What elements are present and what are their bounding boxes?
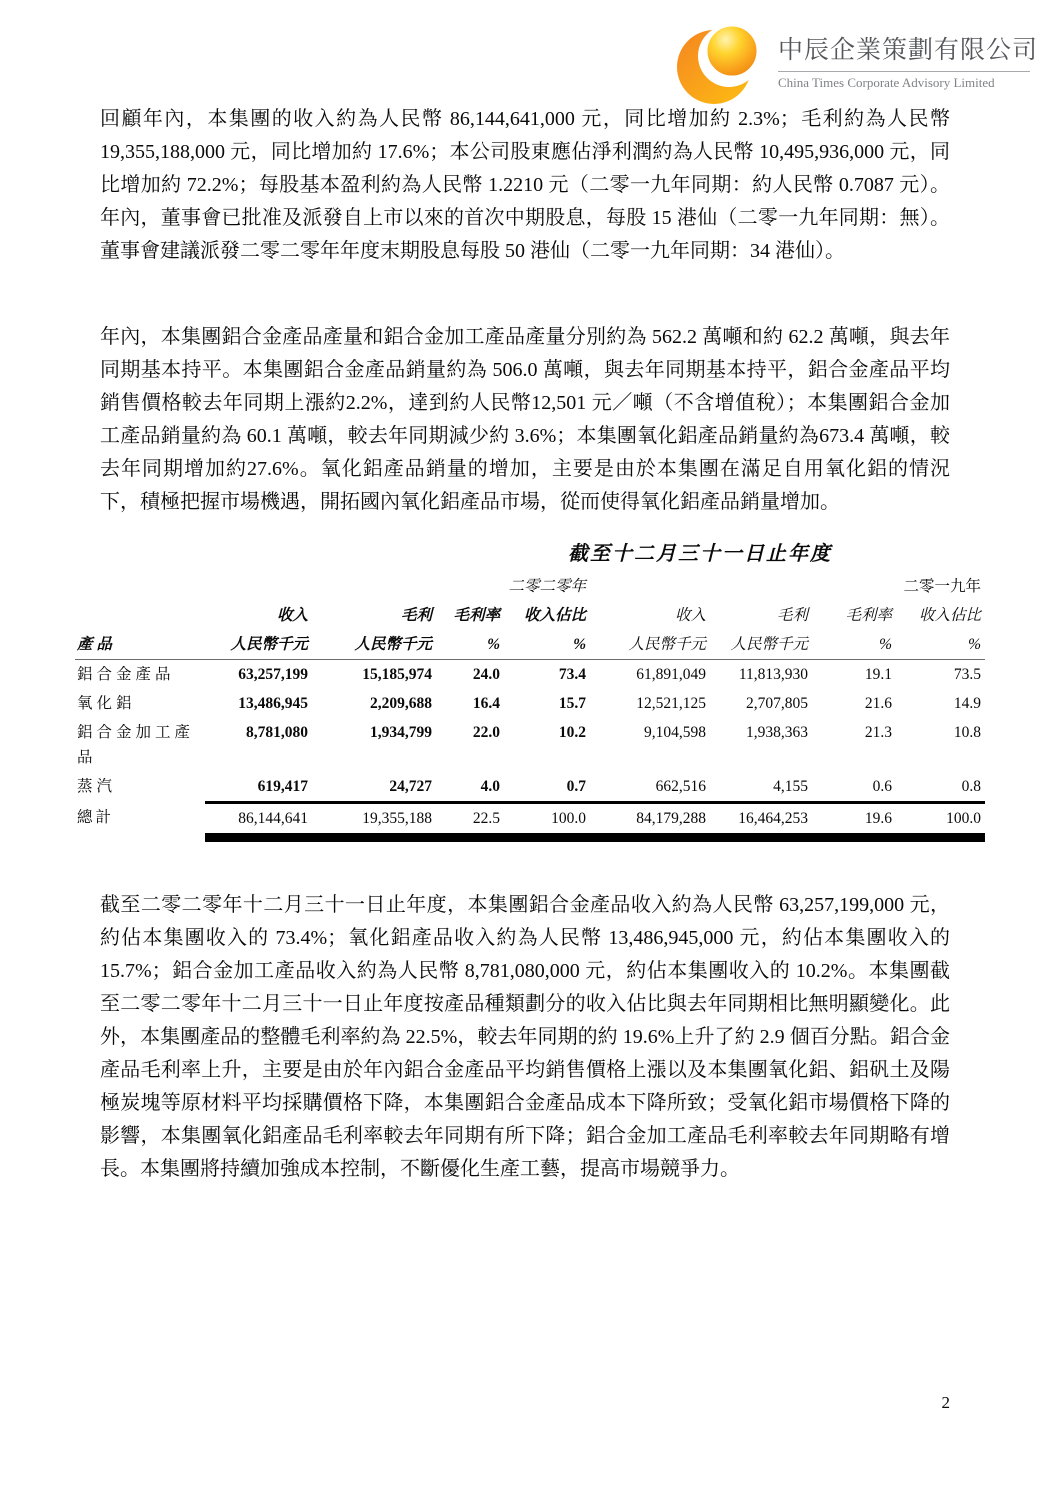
cell-revenue-2020: 8,781,080	[246, 724, 308, 741]
cell-share-2019: 73.5	[953, 666, 982, 683]
paragraph-production-volume: 年內，本集團鋁合金產品產量和鋁合金加工產品產量分別約為 562.2 萬噸和約 62.2 萬噸，與去年同期基本持平。本集團鋁合金產品銷量約為 506.0 萬噸，與去年同期基本持平，鋁合金產品平均銷售價格較去年同期上漲約2.2%，達到約人民幣12,501 元／噸（不含增值稅）；本集團鋁合金加工產品銷量約為 60.1 萬噸，較去年同期減少約 3.6%；本集團氧化鋁產品銷量約為673.4 萬噸，較去年同期增加約27.6%。氧化鋁產品銷量的增加，主要是由於本集團在滿足自用氧化鋁的情況下，積極把握市場機遇，開拓國內氧化鋁產品市場，從而使得氧化鋁產品銷量增加。	[100, 326, 950, 513]
cell-revenue-2020: 13,486,945	[238, 695, 308, 712]
cell-revenue-2019: 9,104,598	[644, 724, 707, 741]
cell-total-revenue-2019: 84,179,288	[590, 803, 710, 838]
unit-rmb-2020-gross: 人民幣千元	[312, 630, 436, 660]
cell-total-share-2019: 100.0	[896, 803, 985, 838]
cell-revenue-2020: 619,417	[205, 772, 312, 803]
cell-gross-2019: 11,813,930	[738, 666, 809, 683]
logo-sphere	[706, 25, 758, 77]
year-header-row	[75, 572, 985, 601]
col-margin-2020: 毛利率	[453, 607, 500, 624]
col-revenue-2020: 收入	[276, 607, 308, 624]
header-divider	[778, 71, 1030, 72]
unit-header-row	[75, 630, 985, 660]
cell-share-2020: 15.7	[558, 695, 587, 712]
cell-revenue-2019: 61,891,049	[636, 666, 707, 683]
cell-revenue-2019: 662,516	[590, 772, 710, 803]
cell-share-2020: 73.4	[558, 666, 587, 683]
document-body	[77, 103, 982, 1186]
cell-total-revenue-2020: 86,144,641	[205, 803, 312, 838]
cell-revenue-2020: 63,257,199	[238, 666, 308, 683]
column-header-row	[75, 601, 985, 630]
cell-gross-2020: 24,727	[312, 772, 436, 803]
cell-margin-2020: 4.0	[436, 772, 504, 803]
cell-total-margin-2019: 19.6	[812, 803, 896, 838]
cell-margin-2019: 21.3	[864, 724, 893, 741]
empty-cell	[75, 601, 205, 630]
cell-gross-2019: 1,938,363	[746, 724, 809, 741]
row-label: 蒸汽	[77, 778, 117, 795]
cell-share-2019: 10.8	[953, 724, 982, 741]
unit-pct-2019-share: %	[896, 630, 985, 660]
table-row-alumina	[75, 689, 985, 718]
cell-share-2020: 0.7	[504, 772, 590, 803]
table-row-steam	[75, 772, 985, 803]
cell-total-gross-2020: 19,355,188	[312, 803, 436, 838]
revenue-table-section	[75, 537, 985, 842]
cell-total-gross-2019: 16,464,253	[710, 803, 812, 838]
cell-total-share-2020: 100.0	[504, 803, 590, 838]
unit-rmb-2020-revenue: 人民幣千元	[205, 630, 312, 660]
unit-pct-2019-margin: %	[812, 630, 896, 660]
table-row-aluminum-alloy	[75, 660, 985, 690]
unit-pct-2020-margin: %	[436, 630, 504, 660]
company-name-en: China Times Corporate Advisory Limited	[777, 75, 995, 90]
product-column-label: 產品	[75, 630, 205, 660]
cell-margin-2019: 19.1	[864, 666, 893, 683]
cell-margin-2020: 22.0	[472, 724, 500, 741]
company-name-zh: 中辰企業策劃有限公司	[777, 37, 1038, 64]
total-label: 總計	[77, 808, 115, 826]
cell-total-margin-2020: 22.5	[436, 803, 504, 838]
page-number: 2	[941, 1393, 950, 1412]
row-label: 鋁合金產品	[77, 666, 175, 683]
year-2019-header: 二零一九年	[903, 578, 982, 595]
col-revenue-share-2019: 收入佔比	[919, 607, 982, 624]
cell-margin-2019: 21.6	[864, 695, 893, 712]
cell-share-2019: 14.9	[953, 695, 982, 712]
paragraph-financial-review: 回顧年內，本集團的收入約為人民幣 86,144,641,000 元，同比增加約 2.3%；毛利約為人民幣 19,355,188,000 元，同比增加約 17.6%；本公司股東應佔淨利潤約為人民幣 10,495,936,000 元，同比增加約 72.2%；每股基本盈利約為人民幣 1.2210 元（二零一九年同期：約人民幣 0.7087 元）。年內，董事會已批准及派發自上市以來的首次中期股息，每股 15 港仙（二零一九年同期：無）。董事會建議派發二零二零年年度末期股息每股 50 港仙（二零一九年同期：34 港仙）。	[100, 108, 950, 262]
unit-pct-2020-share: %	[504, 630, 590, 660]
row-label: 鋁合金加工產品	[77, 724, 195, 766]
cell-gross-2019: 4,155	[710, 772, 812, 803]
empty-cell	[75, 572, 205, 601]
table-row-processed-aluminum	[75, 718, 985, 772]
company-logo-icon	[670, 22, 770, 104]
col-margin-2019: 毛利率	[845, 607, 893, 624]
table-title: 截至十二月三十一日止年度	[568, 543, 832, 565]
cell-margin-2019: 0.6	[812, 772, 896, 803]
cell-gross-2020: 1,934,799	[370, 724, 432, 741]
cell-share-2020: 10.2	[558, 724, 587, 741]
cell-share-2019: 0.8	[896, 772, 985, 803]
cell-margin-2020: 24.0	[472, 666, 500, 683]
unit-rmb-2019-gross: 人民幣千元	[710, 630, 812, 660]
unit-rmb-2019-revenue: 人民幣千元	[590, 630, 710, 660]
paragraph-revenue-analysis: 截至二零二零年十二月三十一日止年度，本集團鋁合金產品收入約為人民幣 63,257,199,000 元，約佔本集團收入的 73.4%；氧化鋁產品收入約為人民幣 13,486,945,000 元，約佔本集團收入的 15.7%；鋁合金加工產品收入約為人民幣 8,781,080,000 元，約佔本集團收入的 10.2%。本集團截至二零二零年十二月三十一日止年度按產品種類劃分的收入佔比與去年同期相比無明顯變化。此外，本集團產品的整體毛利率約為 22.5%，較去年同期的約 19.6%上升了約 2.9 個百分點。鋁合金產品毛利率上升，主要是由於年內鋁合金產品平均銷售價格上漲以及本集團氧化鋁、鋁矾土及陽極炭塊等原材料平均採購價格下降，本集團鋁合金產品成本下降所致；受氧化鋁市場價格下降的影響，本集團氧化鋁產品毛利率較去年同期有所下降；鋁合金加工產品毛利率較去年同期略有增長。本集團將持續加強成本控制，不斷優化生產工藝，提高市場競爭力。	[100, 894, 950, 1180]
cell-gross-2019: 2,707,805	[746, 695, 809, 712]
col-gross-profit-2020: 毛利	[400, 607, 432, 624]
col-revenue-share-2020: 收入佔比	[524, 607, 587, 624]
cell-gross-2020: 2,209,688	[370, 695, 432, 712]
cell-revenue-2019: 12,521,125	[636, 695, 707, 712]
company-names	[778, 22, 1038, 91]
table-row-total	[75, 803, 985, 838]
cell-gross-2020: 15,185,974	[362, 666, 432, 683]
company-header	[670, 22, 1038, 104]
cell-margin-2020: 16.4	[472, 695, 500, 712]
col-gross-profit-2019: 毛利	[777, 607, 809, 624]
row-label: 氧化鋁	[77, 695, 136, 712]
revenue-by-product-table	[75, 572, 985, 842]
year-2020-header: 二零二零年	[508, 578, 587, 595]
col-revenue-2019: 收入	[675, 607, 707, 624]
